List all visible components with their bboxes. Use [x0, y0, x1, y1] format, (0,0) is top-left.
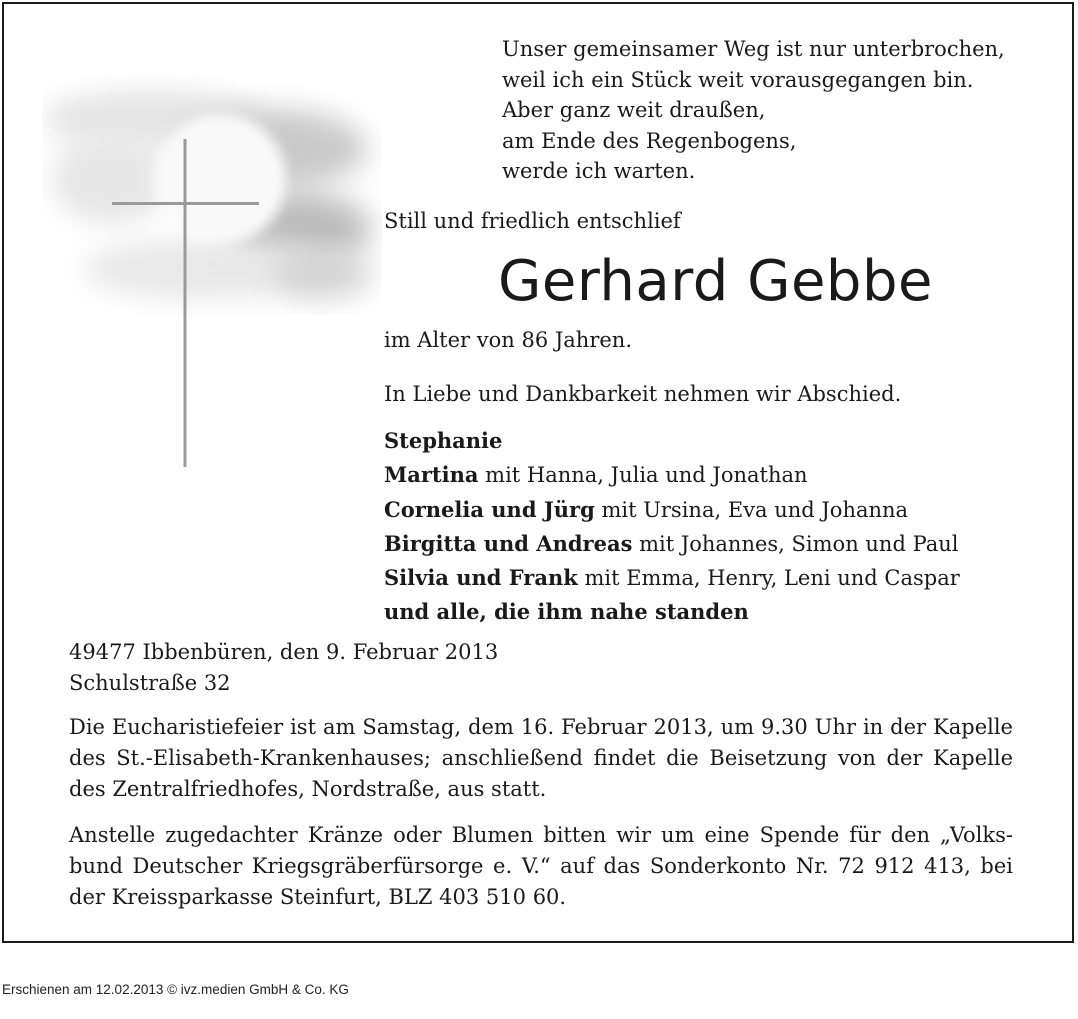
moon-icon: [154, 113, 286, 245]
poem-line: Aber ganz weit draußen,: [502, 98, 766, 122]
family-line: [384, 458, 960, 492]
family-line: [384, 595, 960, 629]
place-and-address: [69, 637, 498, 698]
family-line: [384, 424, 960, 458]
family-names: Stephanie: [384, 428, 503, 453]
donation-paragraph: Anstelle zugedachter Kränze oder Blumen bitten wir um eine Spende für den „Volks-bund Deutscher Kriegsgräberfürsorge e. V.“ auf das Sonderkonto Nr. 72 912 413, bei der Kreissparkasse Steinfurt, BLZ 403 510 60.: [69, 823, 1013, 909]
family-line: [384, 527, 960, 561]
family-names: Silvia und Frank: [384, 565, 578, 591]
family-line: [384, 561, 960, 595]
cross-moon-illustration: [42, 69, 382, 489]
poem: [502, 34, 1005, 187]
family-list: [384, 424, 960, 630]
family-line: [384, 493, 960, 527]
place-date: 49477 Ibbenbüren, den 9. Februar 2013: [69, 640, 499, 664]
family-children: mit Johannes, Simon und Paul: [632, 531, 959, 556]
publication-footer: Erschienen am 12.02.2013 © ivz.medien GmbH & Co. KG: [2, 982, 349, 997]
poem-line: am Ende des Regenbogens,: [502, 128, 797, 153]
farewell-text: In Liebe und Dankbarkeit nehmen wir Abschied.: [384, 382, 902, 406]
poem-line: Unser gemeinsamer Weg ist nur unterbrochen,: [502, 37, 1005, 61]
poem-line: weil ich ein Stück weit vorausgegangen bin.: [502, 67, 974, 92]
deceased-name: Gerhard Gebbe: [498, 249, 933, 314]
family-children: mit Ursina, Eva und Johanna: [594, 497, 909, 522]
address: Schulstraße 32: [69, 670, 231, 695]
family-names: Martina: [384, 462, 479, 488]
poem-line: werde ich warten.: [502, 159, 696, 183]
family-children: mit Hanna, Julia und Jonathan: [478, 463, 808, 488]
family-names: Cornelia und Jürg: [384, 496, 595, 522]
family-children: mit Emma, Henry, Leni und Caspar: [577, 566, 960, 591]
age-text: im Alter von 86 Jahren.: [384, 328, 633, 352]
family-names: Birgitta und Andreas: [384, 530, 633, 556]
ceremony-paragraph: Die Eucharistiefeier ist am Samstag, dem 16. Februar 2013, um 9.30 Uhr in der Kapelle des St.-Elisabeth-Krankenhauses; anschließend findet die Beisetzung von der Kapelle des Zentralfriedhofes, Nordstraße, aus statt.: [69, 715, 1013, 801]
obituary-frame: [2, 2, 1074, 943]
family-names: und alle, die ihm nahe standen: [384, 599, 749, 625]
intro-text: Still und friedlich entschlief: [384, 209, 681, 233]
